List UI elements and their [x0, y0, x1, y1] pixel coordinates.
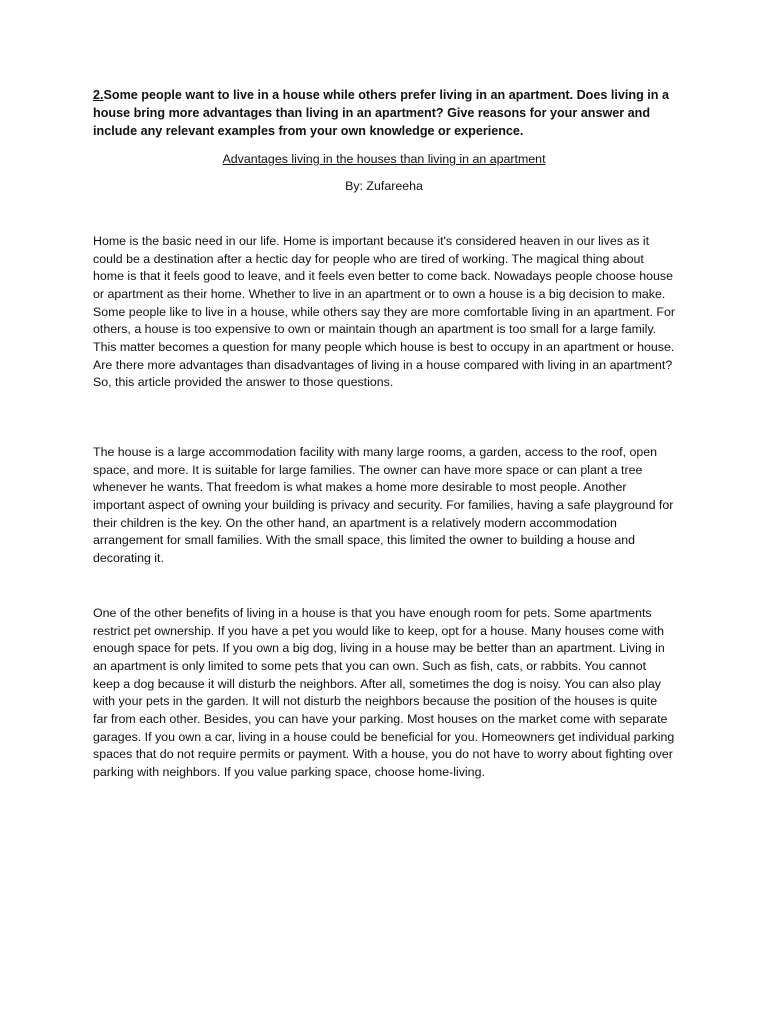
question-text: Some people want to live in a house while others prefer living in an apartment. Does living in a house bring more advantages than living in an apartment? Give reasons for your answer and include any relevant examples from your own knowledge or experience.	[93, 88, 669, 138]
paragraph-pets-and-parking: One of the other benefits of living in a house is that you have enough room for pets. Some apartments restrict pet ownership. If you have a pet you would like to keep, opt for a house. Many houses come with enough space for pets. If you own a big dog, living in a house may be better than an apartment. Living in an apartment is only limited to some pets that you can own. Such as fish, cats, or rabbits. You cannot keep a dog because it will disturb the neighbors. After all, sometimes the dog is noisy. You can also play with your pets in the garden. It will not disturb the neighbors because the position of the houses is quite far from each other. Besides, you can have your parking. Most houses on the market come with separate garages. If you own a car, living in a house could be beneficial for you. Homeowners get individual parking spaces that do not require permits or payment. With a house, you do not have to worry about fighting over parking with neighbors. If you value parking space, choose home-living.	[93, 606, 675, 779]
author-byline: By: Zufareeha	[345, 179, 423, 193]
question-number: 2.	[93, 88, 104, 102]
paragraph-introduction: Home is the basic need in our life. Home is important because it's considered heaven in our lives as it could be a destination after a hectic day for people who are tired of working. The magical thing about home is that it feels good to leave, and it feels even better to come back. Nowadays people choose house or apartment as their home. Whether to live in an apartment or to own a house is a big decision to make. Some people like to live in a house, while others say they are more comfortable living in an apartment. For others, a house is too expensive to own or maintain though an apartment is too small for a large family. This matter becomes a question for many people which house is best to occupy in an apartment or house. Are there more advantages than disadvantages of living in a house compared with living in an apartment? So, this article provided the answer to those questions.	[93, 234, 675, 390]
essay-question	[93, 86, 683, 140]
essay-title: Advantages living in the houses than living in an apartment	[222, 152, 546, 166]
paragraph-house-description: The house is a large accommodation facility with many large rooms, a garden, access to the roof, open space, and more. It is suitable for large families. The owner can have more space or can plant a tree whenever he wants. That freedom is what makes a home more desirable to most people. Another important aspect of owning your building is privacy and security. For families, having a safe playground for their children is the key. On the other hand, an apartment is a relatively modern accommodation arrangement for small families. With the small space, this limited the owner to building a house and decorating it.	[93, 445, 674, 565]
